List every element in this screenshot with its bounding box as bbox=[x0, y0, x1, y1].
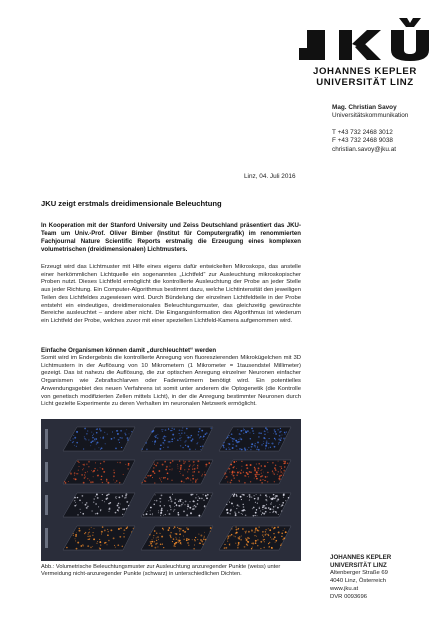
row-axis-label bbox=[45, 528, 48, 548]
address-dvr: DVR 0093696 bbox=[330, 593, 368, 600]
contact-block bbox=[332, 104, 408, 154]
logo-line-2: UNIVERSITÄT LINZ bbox=[316, 77, 414, 88]
pattern-panel bbox=[219, 427, 291, 451]
pattern-panel bbox=[141, 493, 213, 517]
footer-address bbox=[330, 554, 391, 601]
release-date: Linz, 04. Juli 2016 bbox=[244, 173, 296, 180]
jku-logo bbox=[299, 14, 431, 96]
pattern-panel bbox=[219, 460, 291, 484]
contact-name: Mag. Christian Savoy bbox=[332, 104, 397, 111]
row-axis-label bbox=[45, 462, 48, 482]
pattern-panel bbox=[63, 427, 135, 451]
address-street: Altenberger Straße 69 bbox=[330, 569, 388, 576]
contact-email[interactable]: christian.savoy@jku.at bbox=[332, 145, 397, 153]
logo-line-1: JOHANNES KEPLER bbox=[313, 66, 417, 77]
pattern-panel bbox=[63, 493, 135, 517]
figure-caption: Abb.: Volumetrische Beleuchtungsmuster zur Ausleuchtung anzuregender Punkte (weiss) unter Vermeidung nicht-anzuregender Punkte (schwarz) in unterschiedlichen Dichten. bbox=[41, 564, 281, 578]
illumination-figure bbox=[41, 419, 301, 561]
pattern-panel bbox=[141, 427, 213, 451]
address-web[interactable]: www.jku.at bbox=[330, 585, 359, 592]
illumination-pattern-image bbox=[41, 419, 301, 561]
contact-phone: T +43 732 2468 3012 bbox=[332, 128, 393, 136]
section-heading: Einfache Organismen können damit „durchleuchtet“ werden bbox=[41, 347, 217, 354]
page-title: JKU zeigt erstmals dreidimensionale Beleuchtung bbox=[41, 199, 222, 208]
contact-fax: F +43 732 2468 9038 bbox=[332, 137, 393, 145]
contact-dept: Universitätskommunikation bbox=[332, 112, 409, 120]
lead-paragraph: In Kooperation mit der Stanford University und Zeiss Deutschland präsentiert das JKU-Team um Univ.-Prof. Oliver Bimber (Institut für Computergrafik) im renommierten Fachjournal Nature Scientific Reports erstmalig die Erzeugung eines komplexen volumetrischen (dreidimensionalen) Lichtmusters. bbox=[41, 222, 301, 254]
jku-logo-mark-icon bbox=[299, 14, 431, 64]
pattern-panel bbox=[63, 526, 135, 550]
pattern-panel bbox=[141, 460, 213, 484]
pattern-panel bbox=[219, 493, 291, 517]
pattern-panel bbox=[63, 460, 135, 484]
row-axis-label bbox=[45, 429, 48, 449]
body-paragraph-1: Erzeugt wird das Lichtmuster mit Hilfe eines eigens dafür entwickelten Mikroskops, das anstelle einer herkömmlichen Lichtquelle ein sogenanntes „Lichtfeld“ zur Ausleuchtung mikroskopischer Proben nutzt. Dieses Lichtfeld ermöglicht die kontrollierte Ausleuchtung der Probe an jeder Stelle aus jeder Richtung. Ein Computer-Algorithmus bestimmt dazu, welche Lichtintensität den jeweiligen Teilen des Lichtfeldes zugewiesen wird. Durch Bündelung der einzelnen Lichtfeldteile in der Probe entsteht ein eindeutiges, dreidimensionales Beleuchtungsmuster, das gleichzeitig gewünschte Bereiche ausleuchtet – andere aber nicht. Die Eingangsinformation des Algorithmus ist wiederum ein Lichtfeld der Probe, welches zuvor mit einer speziellen Lichtfeld-Kamera aufgenommen wird. bbox=[41, 264, 301, 324]
body-paragraph-2: Somit wird im Endergebnis die kontrollierte Anregung von fluoreszierenden Mikrokügelchen mit 3D Lichtmustern in der Auflösung von 10 Mikrometern (1 Mikrometer = 1tausendstel Millimeter) gezeigt. Das ist nahezu die Auflösung, die zur optischen Anregung einzelner Neuronen einfacher Organismen wie Zebrafischlarven oder Fadenwürmern benötigt wird. Ein potentielles Anwendungsgebiet des neuen Verfahrens ist somit unter anderem die Optogenetik (die Kontrolle von genetisch modifizierten Zellen mittels Licht), in der die Anregung bestimmter Neuronen durch Licht gezielte Experimente zu deren Verhalten im neuronalen Netzwerk ermöglicht. bbox=[41, 355, 301, 408]
pattern-panel bbox=[141, 526, 213, 550]
address-city: 4040 Linz, Österreich bbox=[330, 577, 386, 584]
address-uni-line-1: JOHANNES KEPLER bbox=[330, 554, 392, 561]
row-axis-label bbox=[45, 495, 48, 515]
address-uni-line-2: UNIVERSITÄT LINZ bbox=[330, 561, 387, 569]
pattern-panel bbox=[219, 526, 291, 550]
